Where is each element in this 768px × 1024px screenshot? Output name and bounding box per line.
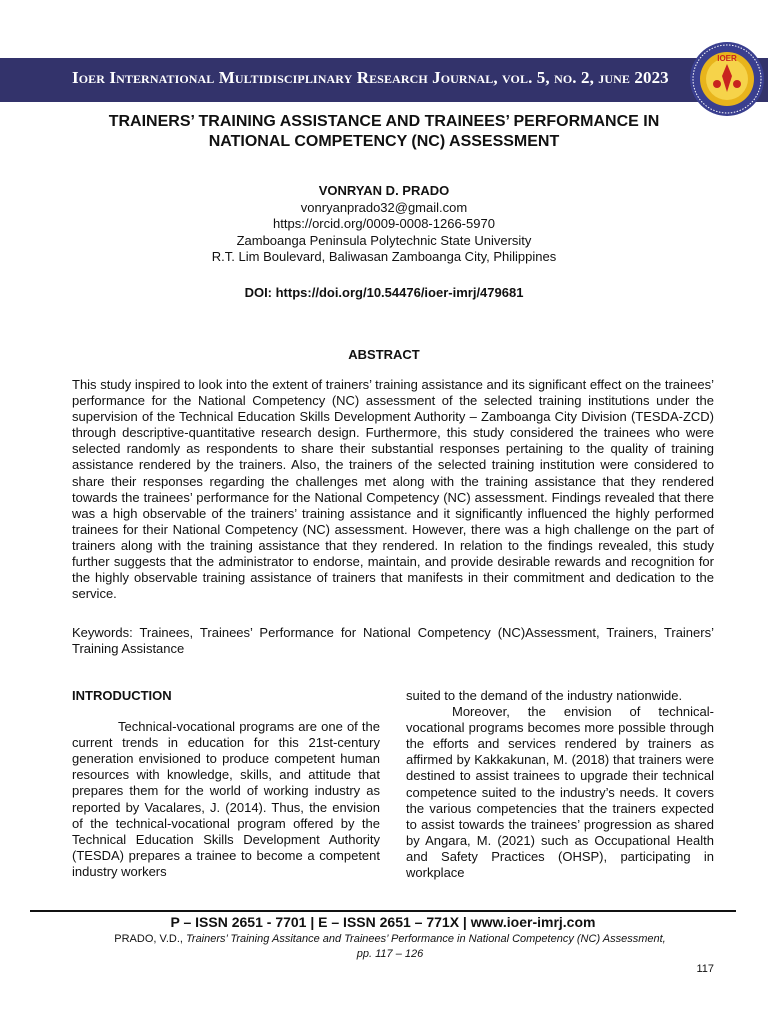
journal-seal-logo [688, 40, 766, 118]
author-email[interactable]: vonryanprado32@gmail.com [300, 199, 468, 215]
page-number: 117 [696, 963, 714, 975]
paper-title [40, 112, 728, 152]
citation-author: PRADO, V.D., [114, 933, 183, 945]
footer-citation [70, 932, 710, 962]
introduction-continuation: suited to the demand of the industry nationwide. [406, 688, 683, 703]
title-line-1: TRAINERS’ TRAINING ASSISTANCE AND TRAINEES’ PERFORMANCE IN [108, 113, 660, 130]
citation-title: Trainers’ Training Assitance and Trainees’ Performance in National Competency (NC) Assessment, [186, 933, 666, 945]
seal-text: IOER [717, 54, 737, 63]
introduction-heading: INTRODUCTION [72, 688, 172, 703]
abstract-body: This study inspired to look into the extent of trainers’ training assistance and its significant effect on the trainees’ performance for the National Competency (NC) assessment of the selected training institutions under the supervision of the Technical Education Skills Development Authority – Zamboanga City Division (TESDA-ZCD) through descriptive-quantitative research design. Furthermore, this study considered the trainees who were selected randomly as respondents to share their substantial responses pertaining to the quality of training assistance rendered by the trainers. Also, the trainers of the selected training institution were considered to share their responses regarding the challenges met along with the training assistance that they rendered towards the trainees’ performance for the National Competency (NC) assessment. Findings revealed that there was a high observable of the trainers’ training assistance and it significantly influenced the highly performed trainees for their National Competency (NC) assessment. However, there was a high challenge on the part of trainers along with the training assistance that they rendered. In relation to the findings revealed, this study further suggests that the administrator to endorse, maintain, and provide desirable rewards and recognition for the highly observable training assistance of trainers that manifests in their commitment and dedication to the service. [72, 377, 714, 602]
title-line-2: NATIONAL COMPETENCY (NC) ASSESSMENT [208, 133, 560, 150]
journal-title: Ioer International Multidisciplinary Research Journal, vol. 5, no. 2, june 2023 [72, 68, 669, 87]
introduction-right-column [406, 688, 714, 881]
introduction-left-column [72, 688, 380, 880]
footer-issn: P – ISSN 2651 - 7701 | E – ISSN 2651 – 771X | www.ioer-imrj.com [170, 914, 596, 930]
author-name: VONRYAN D. PRADO [318, 183, 450, 198]
keywords: Keywords: Trainees, Trainees’ Performance for National Competency (NC)Assessment, Trainers, Trainers’ Training Assistance [72, 625, 714, 657]
introduction-paragraph-2: Moreover, the envision of technical-vocational programs becomes more possible through the efforts and services rendered by trainers as affirmed by Kakkakunan, M. (2018) that trainers were destined to assist trainees to upgrade their technical competence suited to the industry’s needs. It covers the various competencies that the trainers expected to assist towards the trainees’ progression as shared by Angara, M. (2021) such as Occupational Health and Safety Practices (OHSP), participating in workplace [406, 704, 714, 881]
author-orcid[interactable]: https://orcid.org/0009-0008-1266-5970 [273, 216, 495, 231]
introduction-paragraph-1: Technical-vocational programs are one of the current trends in education for this 21st-century generation envisioned to produce competent human resources with knowledge, skills, and attitude that prepares them for the world of working industry as reported by Vacalares, J. (2014). Thus, the envision of the technical-vocational program offered by the Technical Education Skills Development Authority (TESDA) prepares a trainee to become a competent industry workers [72, 719, 380, 879]
journal-banner [0, 58, 768, 102]
abstract-heading: ABSTRACT [348, 347, 420, 362]
doi-link[interactable]: DOI: https://doi.org/10.54476/ioer-imrj/479681 [244, 285, 524, 300]
author-address: R.T. Lim Boulevard, Baliwasan Zamboanga City, Philippines [211, 249, 557, 264]
author-block [40, 183, 728, 266]
author-institution: Zamboanga Peninsula Polytechnic State University [236, 232, 532, 248]
citation-pages: pp. 117 – 126 [356, 948, 424, 960]
footer-divider [30, 910, 736, 912]
